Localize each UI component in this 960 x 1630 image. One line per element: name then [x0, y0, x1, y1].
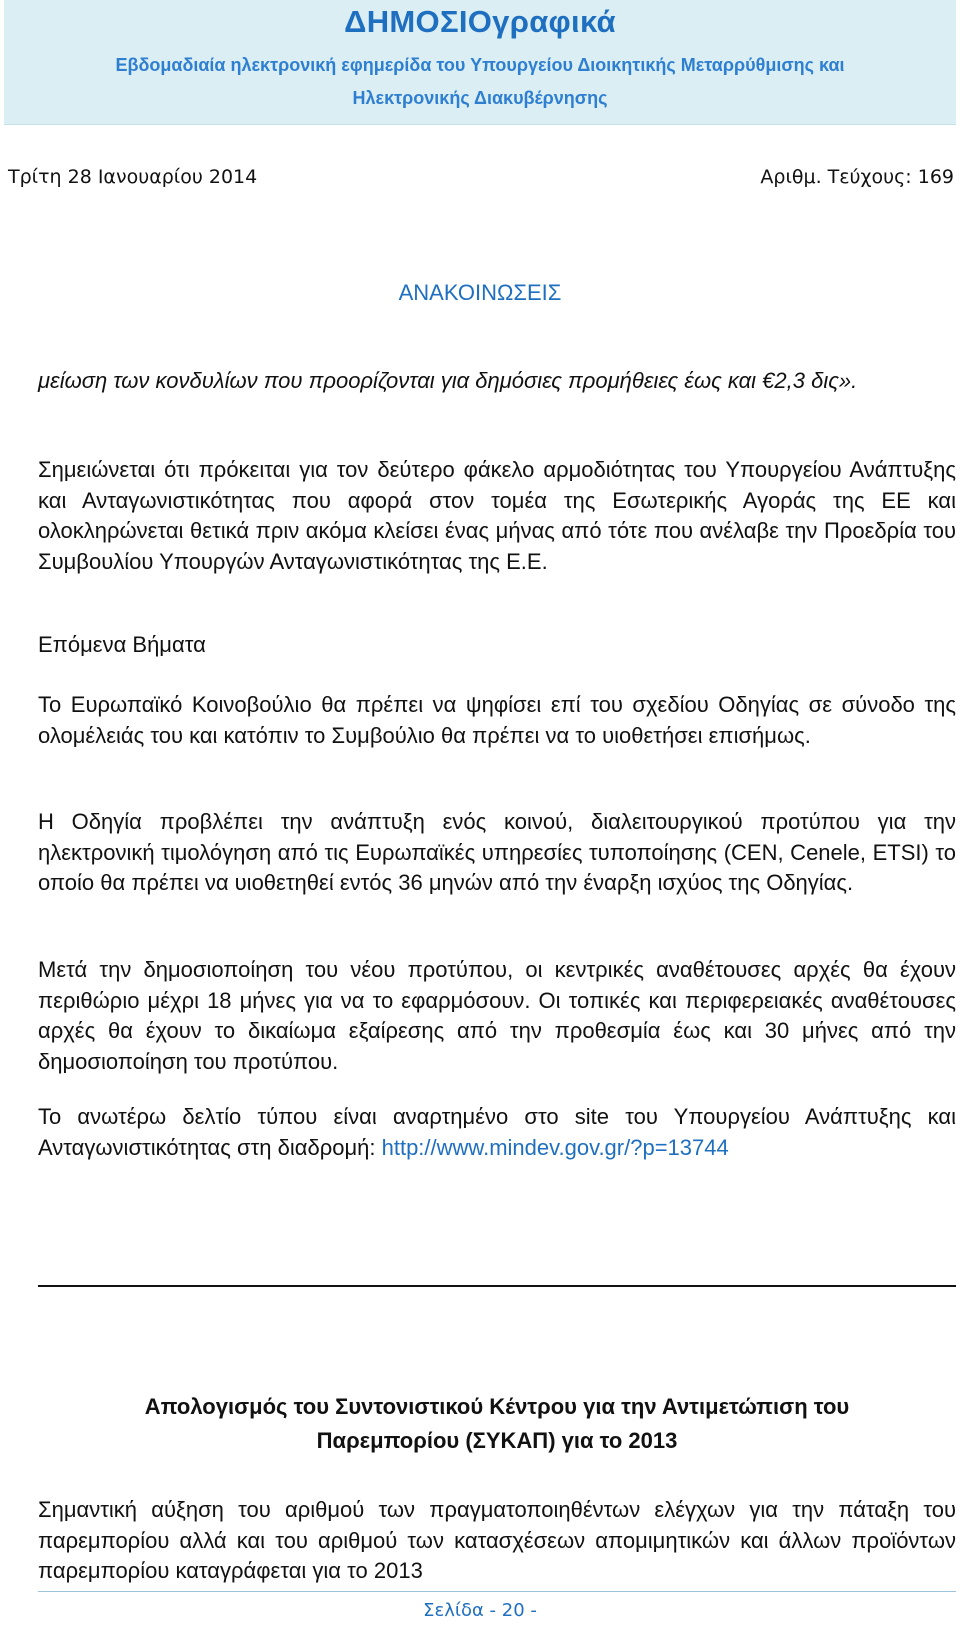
masthead	[4, 0, 956, 125]
section-title: ΑΝΑΚΟΙΝΩΣΕΙΣ	[398, 280, 562, 305]
article-paragraph-2: Το Ευρωπαϊκό Κοινοβούλιο θα πρέπει να ψηφίσει επί του σχεδίου Οδηγίας σε σύνοδο της ολομέλειάς του και κατόπιν το Συμβούλιο θα πρέπει να το υιοθετήσει επισήμως.	[38, 692, 956, 748]
article-2-paragraph-1: Σημαντική αύξηση του αριθμού των πραγματοποιηθέντων ελέγχων για την πάταξη του παρεμπορίου αλλά και του αριθμού των κατασχέσεων απομιμητικών και άλλων προϊόντων παρεμπορίου καταγράφεται για το 2013	[38, 1497, 956, 1583]
subtitle-line-2: Ηλεκτρονικής Διακυβέρνησης	[352, 88, 608, 108]
press-release-note: Το ανωτέρω δελτίο τύπου είναι αναρτημένο στο site του Υπουργείου Ανάπτυξης και Ανταγωνιστικότητας στη διαδρομή:	[38, 1104, 956, 1160]
subtitle-line-1: Εβδομαδιαία ηλεκτρονική εφημερίδα του Υπουργείου Διοικητικής Μεταρρύθμισης και	[115, 55, 845, 75]
quote-end-paragraph: μείωση των κονδυλίων που προορίζονται για δημόσιες προμήθειες έως και €2,3 δις».	[38, 368, 858, 393]
newspaper-subtitle	[4, 49, 956, 115]
issue-number: Αριθμ. Τεύχους: 169	[760, 166, 954, 188]
separator-line	[38, 1285, 956, 1287]
footer-line	[38, 1591, 956, 1592]
page-number: Σελίδα - 20 -	[423, 1600, 537, 1621]
article-paragraph-1: Σημειώνεται ότι πρόκειται για τον δεύτερο φάκελο αρμοδιότητας του Υπουργείου Ανάπτυξης και Ανταγωνιστικότητας που αφορά στον τομέα της Εσωτερικής Αγοράς της ΕΕ και ολοκληρώνεται θετικά πριν ακόμα κλείσει ένας μήνας από τότε που ανέλαβε την Προεδρία του Συμβουλίου Υπουργών Ανταγωνιστικότητας της Ε.Ε.	[38, 457, 956, 574]
article-paragraph-3: Η Οδηγία προβλέπει την ανάπτυξη ενός κοινού, διαλειτουργικού προτύπου για την ηλεκτρονική τιμολόγηση από τις Ευρωπαϊκές υπηρεσίες τυποποίησης (CEN, Cenele, ETSI) το οποίο θα πρέπει να υιοθετηθεί εντός 36 μηνών από την έναρξη ισχύος της Οδηγίας.	[38, 809, 956, 895]
issue-date: Τρίτη 28 Ιανουαρίου 2014	[8, 166, 258, 188]
next-steps-subheading: Επόμενα Βήματα	[38, 632, 206, 657]
newspaper-title: ΔΗΜΟΣΙΟγραφικά	[344, 4, 616, 39]
article-2-heading-line-2: Παρεμπορίου (ΣΥΚΑΠ) για το 2013	[316, 1428, 678, 1453]
dateline	[8, 166, 954, 188]
press-release-link[interactable]: http://www.mindev.gov.gr/?p=13744	[381, 1134, 729, 1160]
article-paragraph-5	[38, 1102, 956, 1163]
article-2-heading	[38, 1390, 956, 1458]
article-2-heading-line-1: Απολογισμός του Συντονιστικού Κέντρου για την Αντιμετώπιση του	[144, 1394, 850, 1419]
article-paragraph-4: Μετά την δημοσιοποίηση του νέου προτύπου, οι κεντρικές αναθέτουσες αρχές θα έχουν περιθώριο μέχρι 18 μήνες για να το εφαρμόσουν. Οι τοπικές και περιφερειακές αναθέτουσες αρχές θα έχουν το δικαίωμα εξαίρεσης από την προθεσμία έως και 30 μήνες από την δημοσιοποίηση του προτύπου.	[38, 957, 956, 1074]
